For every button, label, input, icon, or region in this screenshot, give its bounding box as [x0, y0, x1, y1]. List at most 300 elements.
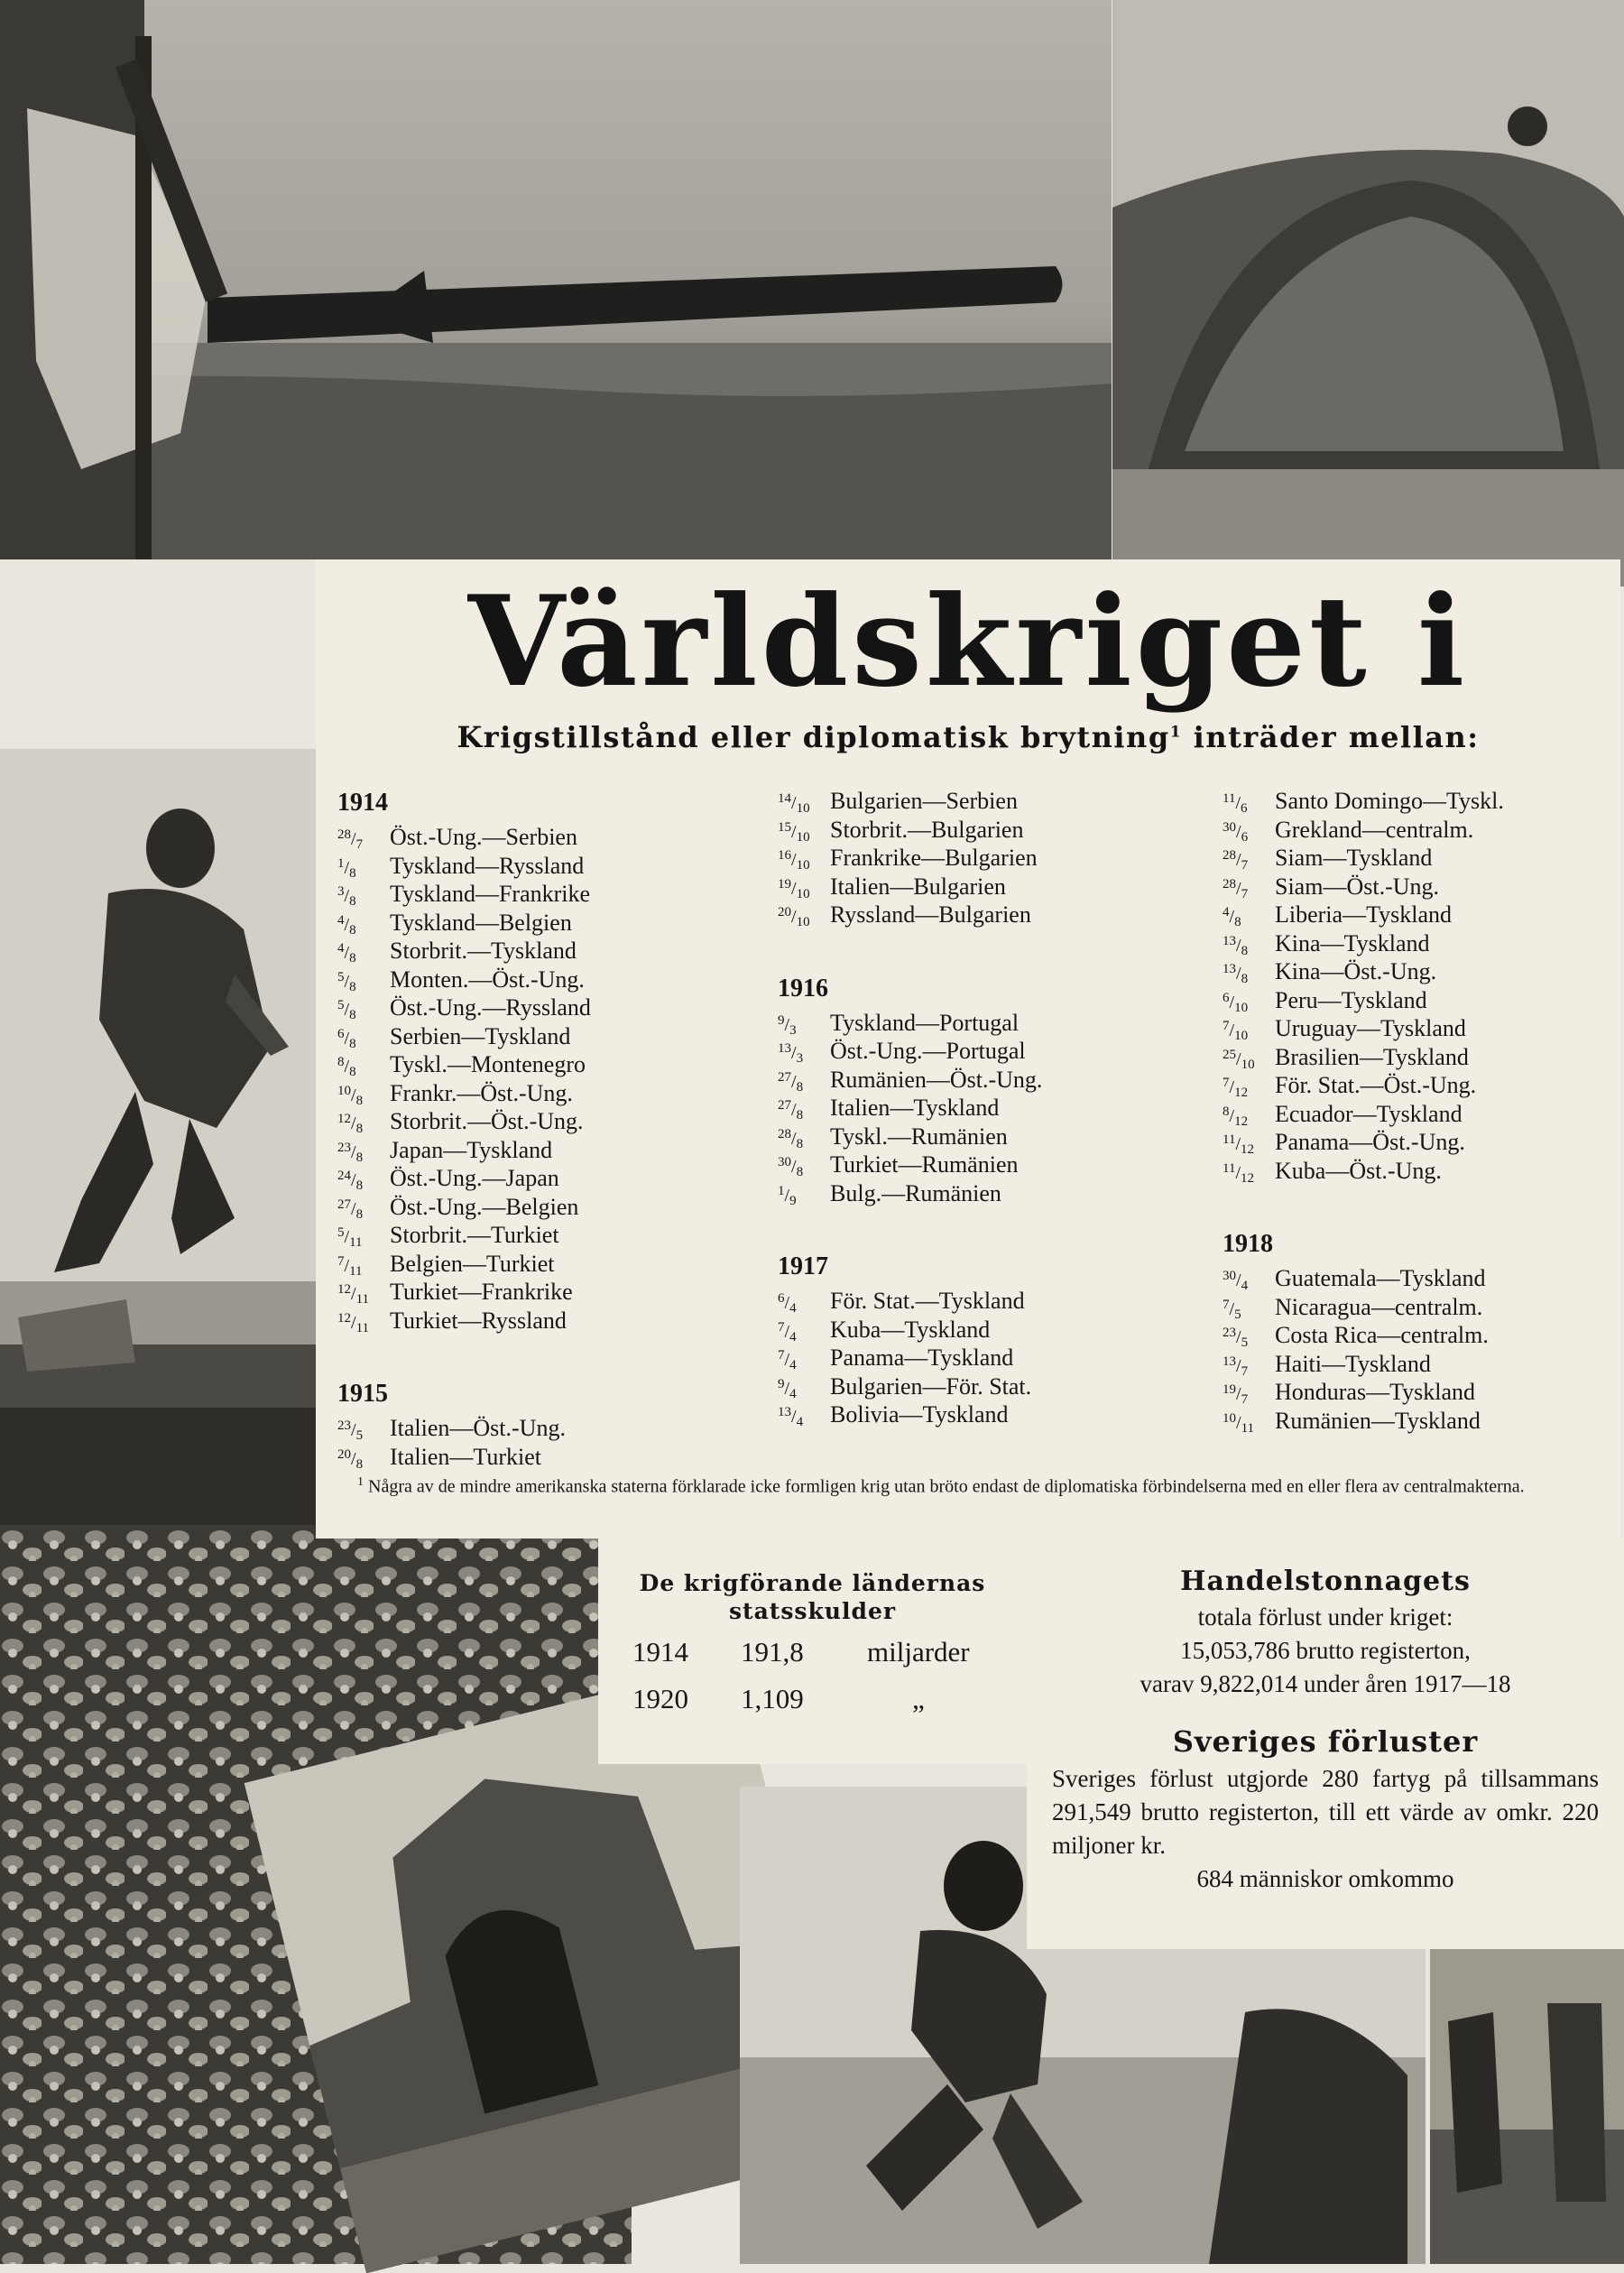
entry-date: $^4/_8$ [337, 912, 356, 938]
chronology-entry [1223, 1098, 1601, 1127]
date-month: 12 [1241, 1142, 1255, 1157]
chronology-entry [1223, 1262, 1601, 1291]
chronology-entry [778, 1371, 1075, 1400]
date-month: 6 [1241, 801, 1248, 816]
chronology-entry [778, 1399, 1075, 1428]
entry-parties: Panama—Öst.-Ung. [1275, 1129, 1465, 1155]
tonnage-line: 15,053,786 brutto registerton, [1180, 1637, 1471, 1664]
entry-parties: Grekland—centralm. [1275, 816, 1474, 843]
landscape-photo [0, 1281, 325, 1525]
date-month: 8 [796, 1165, 804, 1179]
footnote-text: Några av de mindre amerikanska staterna förklarade icke formligen krig utan bröto endast de diplomatiska förbindelserna med en eller flera av centralmakterna. [368, 1476, 1525, 1497]
tonnage-text [1027, 1597, 1624, 1701]
chronology-entry [337, 1049, 608, 1077]
entry-date: $^{13}/_8$ [1223, 933, 1249, 958]
date-month: 6 [1241, 829, 1249, 845]
entry-parties: Rumänien—Öst.-Ung. [830, 1066, 1043, 1093]
entry-date: $^8/_8$ [337, 1055, 356, 1079]
date-month: 8 [355, 1093, 364, 1108]
entry-date: $^7/_{12}$ [1223, 1076, 1249, 1100]
date-month: 11 [355, 1292, 370, 1307]
chronology-entry [337, 1134, 608, 1163]
date-month: 8 [355, 1150, 364, 1165]
chronology-entry [1223, 785, 1601, 814]
date-month: 4 [789, 1329, 797, 1344]
date-day: 15 [778, 819, 791, 835]
date-month: 7 [1241, 1392, 1249, 1407]
date-month: 8 [349, 894, 356, 909]
debts-amount: 191,8 [741, 1636, 804, 1668]
date-month: 3 [796, 1051, 804, 1066]
entry-date: $^{19}/_{10}$ [778, 876, 810, 901]
date-day: 6 [778, 1291, 785, 1306]
date-day: 4 [337, 912, 345, 928]
date-month: 5 [1234, 1307, 1241, 1322]
chronology-column-3 [1223, 785, 1601, 1436]
date-day: 28 [337, 827, 351, 842]
entry-date: $^{24}/_8$ [337, 1169, 364, 1193]
date-month: 12 [1234, 1086, 1249, 1100]
entry-parties: Tyskland—Frankrike [390, 881, 591, 907]
chronology-entry [778, 1149, 1075, 1178]
date-day: 7 [1223, 1019, 1230, 1033]
debts-row [632, 1676, 1027, 1723]
soldiers-digging-photo [1430, 1949, 1624, 2264]
entry-parties: Tyskland—Portugal [830, 1009, 1020, 1036]
entry-date: $^{27}/_8$ [778, 1098, 804, 1123]
date-day: 30 [1223, 1269, 1236, 1283]
entry-date: $^{27}/_8$ [778, 1069, 804, 1095]
date-month: 10 [796, 886, 810, 901]
entry-parties: Öst.-Ung.—Portugal [830, 1038, 1026, 1064]
date-day: 8 [1223, 1104, 1230, 1119]
entry-date: $^{13}/_3$ [778, 1041, 804, 1066]
entry-parties: Bulgarien—För. Stat. [830, 1372, 1032, 1400]
chronology-entry [1223, 1405, 1601, 1434]
entry-date: $^{11}/_{12}$ [1223, 1132, 1255, 1157]
leaping-soldier-photo [0, 749, 325, 1308]
entry-date: $^8/_{12}$ [1223, 1104, 1249, 1129]
losses-box [1027, 1538, 1624, 1949]
date-month: 8 [355, 1206, 364, 1222]
debts-title [598, 1538, 1027, 1625]
date-day: 12 [337, 1310, 351, 1326]
entry-date: $^{13}/_4$ [778, 1405, 804, 1429]
date-day: 20 [337, 1446, 351, 1462]
tonnage-title: Handelstonnagets [1180, 1566, 1471, 1597]
debts-title-line1: De krigförande ländernas [639, 1570, 986, 1596]
entry-date: $^{30}/_6$ [1223, 819, 1249, 845]
date-month: 7 [1241, 1363, 1249, 1379]
date-month: 8 [349, 1008, 356, 1022]
date-day: 14 [778, 791, 791, 806]
entry-date: $^{30}/_8$ [778, 1155, 804, 1179]
date-month: 8 [349, 979, 356, 994]
date-day: 30 [778, 1155, 791, 1169]
entry-parties: Ecuador—Tyskland [1275, 1100, 1463, 1127]
chronology-entry [337, 1219, 608, 1248]
date-day: 5 [337, 998, 345, 1012]
chronology-entry [1223, 928, 1601, 956]
chronology-entry [337, 1305, 608, 1334]
chronology-entry [337, 907, 608, 936]
date-day: 25 [1223, 1047, 1236, 1062]
entry-parties: Storbrit.—Tyskland [390, 938, 577, 964]
chronology-entry [778, 1007, 1075, 1036]
year-heading: 1914 [337, 789, 388, 817]
sweden-text: Sveriges förlust utgjorde 280 fartyg på tillsammans 291,549 brutto registerton, till ett värde av omkr. 220 miljoner kr. [1052, 1765, 1599, 1859]
date-day: 19 [778, 876, 791, 892]
date-day: 28 [778, 1126, 791, 1141]
chronology-entry [1223, 1126, 1601, 1155]
chronology-entry [1223, 1012, 1601, 1041]
date-day: 13 [778, 1405, 791, 1419]
date-day: 27 [778, 1098, 791, 1113]
date-day: 1 [337, 855, 345, 871]
entry-parties: Nicaragua—centralm. [1275, 1293, 1483, 1320]
year-heading: 1915 [337, 1380, 388, 1408]
date-day: 11 [1223, 1132, 1236, 1147]
chronology-entry [778, 1035, 1075, 1064]
date-day: 7 [1223, 1076, 1230, 1090]
entry-parties: Italien—Öst.-Ung. [390, 1415, 566, 1441]
entry-date: $^{14}/_{10}$ [778, 791, 810, 816]
subtitle [316, 720, 1620, 754]
date-day: 8 [337, 1055, 345, 1069]
entry-parties: Italien—Bulgarien [830, 873, 1006, 900]
chronology-entry [1223, 984, 1601, 1013]
date-month: 4 [796, 1415, 804, 1429]
date-day: 6 [337, 1026, 345, 1041]
entry-date: $^{10}/_{11}$ [1223, 1410, 1255, 1436]
chronology-entry [1223, 1348, 1601, 1377]
entry-date: $^{15}/_{10}$ [778, 819, 810, 845]
entry-parties: Bulg.—Rumänien [830, 1179, 1001, 1206]
entry-parties: Santo Domingo—Tyskl. [1275, 788, 1504, 814]
date-day: 5 [337, 969, 345, 984]
entry-date: $^{12}/_{11}$ [337, 1310, 370, 1335]
chronology-entry [778, 1314, 1075, 1343]
chronology-entry [778, 1285, 1075, 1314]
entry-parties: Tyskland—Belgien [390, 909, 572, 936]
date-day: 12 [337, 1112, 351, 1126]
chronology-entry [1223, 1069, 1601, 1098]
entry-date: $^7/_4$ [778, 1348, 797, 1372]
entry-parties: För. Stat.—Tyskland [830, 1288, 1025, 1314]
entry-date: $^{19}/_7$ [1223, 1382, 1249, 1407]
entry-parties: Bulgarien—Serbien [830, 788, 1018, 814]
debts-row [632, 1629, 1027, 1676]
date-day: 5 [337, 1225, 345, 1240]
date-month: 12 [1234, 1113, 1249, 1129]
date-month: 8 [796, 1136, 804, 1151]
date-day: 9 [778, 1012, 785, 1028]
date-month: 8 [796, 1108, 804, 1123]
entry-date: $^1/_8$ [337, 855, 356, 881]
date-day: 28 [1223, 876, 1236, 892]
chronology-entry [1223, 1376, 1601, 1405]
date-month: 4 [789, 1301, 797, 1316]
date-day: 4 [1223, 905, 1230, 919]
entry-parties: Kuba—Tyskland [830, 1316, 991, 1343]
entry-parties: Tyskland—Ryssland [390, 852, 585, 879]
entry-date: $^{30}/_4$ [1223, 1269, 1249, 1293]
entry-parties: Turkiet—Frankrike [390, 1279, 573, 1305]
chronology-entry [778, 871, 1075, 900]
entry-date: $^7/_{10}$ [1223, 1019, 1249, 1043]
entry-parties: Turkiet—Rumänien [830, 1151, 1019, 1178]
date-month: 8 [1234, 915, 1241, 929]
entry-date: $^{28}/_8$ [778, 1126, 804, 1151]
entry-parties: Storbrit.—Öst.-Ung. [390, 1108, 584, 1134]
entry-parties: Guatemala—Tyskland [1275, 1265, 1486, 1291]
chronology-section [337, 785, 608, 1333]
entry-parties: Monten.—Öst.-Ung. [390, 966, 585, 993]
chronology-entry [337, 992, 608, 1021]
chronology-entry [1223, 871, 1601, 900]
debts-unit: miljarder [867, 1636, 970, 1668]
date-month: 9 [789, 1193, 797, 1208]
entry-date: $^{16}/_{10}$ [778, 848, 810, 873]
chronology-section [337, 1333, 608, 1472]
entry-date: $^3/_8$ [337, 884, 356, 909]
chronology-entry [337, 1021, 608, 1049]
chronology-entry [337, 964, 608, 993]
debts-title-line2: statsskulder [728, 1598, 897, 1624]
date-month: 7 [355, 837, 364, 852]
date-month: 5 [355, 1428, 364, 1443]
date-month: 11 [349, 1235, 363, 1250]
date-day: 13 [1223, 933, 1236, 948]
chronology-entry [1223, 1319, 1601, 1348]
debts-table [598, 1625, 1027, 1723]
entry-parties: Öst.-Ung.—Ryssland [390, 994, 591, 1021]
entry-parties: Liberia—Tyskland [1275, 901, 1453, 928]
entry-date: $^{27}/_8$ [337, 1197, 364, 1222]
chronology-entry [337, 1105, 608, 1134]
entry-parties: Honduras—Tyskland [1275, 1379, 1476, 1405]
torpedo-launch-photo [0, 0, 1112, 559]
date-month: 4 [789, 1386, 797, 1401]
entry-parties: Öst.-Ung.—Belgien [390, 1193, 579, 1220]
date-month: 12 [1241, 1170, 1255, 1186]
chronology-section [778, 1206, 1075, 1428]
chronology-entry [1223, 1155, 1601, 1184]
date-day: 28 [1223, 848, 1236, 863]
entry-date: $^{20}/_{10}$ [778, 905, 810, 929]
entry-date: $^{13}/_7$ [1223, 1354, 1249, 1379]
chronology-section [1223, 1183, 1601, 1436]
chronology-entry [778, 1178, 1075, 1206]
chronology-section [778, 928, 1075, 1206]
entry-parties: Siam—Öst.-Ung. [1275, 873, 1439, 900]
date-day: 30 [1223, 819, 1236, 835]
entry-parties: Costa Rica—centralm. [1275, 1322, 1489, 1348]
date-day: 7 [778, 1348, 785, 1363]
entry-date: $^{10}/_8$ [337, 1083, 364, 1108]
entry-date: $^{23}/_5$ [1223, 1326, 1249, 1350]
date-day: 7 [337, 1253, 345, 1269]
entry-date: $^{11}/_{12}$ [1223, 1160, 1255, 1186]
chronology-entry [778, 1342, 1075, 1371]
date-day: 16 [778, 848, 791, 863]
date-month: 10 [796, 915, 810, 929]
entry-parties: Bolivia—Tyskland [830, 1401, 1009, 1428]
entry-parties: Uruguay—Tyskland [1275, 1015, 1466, 1041]
date-month: 8 [355, 1122, 364, 1136]
entry-date: $^1/_9$ [778, 1183, 797, 1208]
date-day: 13 [778, 1041, 791, 1056]
entry-parties: För. Stat.—Öst.-Ung. [1275, 1072, 1477, 1098]
entry-parties: Frankr.—Öst.-Ung. [390, 1079, 573, 1106]
sweden-title: Sveriges förluster [1172, 1724, 1479, 1759]
date-month: 4 [1241, 1279, 1249, 1293]
chronology-entry [337, 821, 608, 850]
date-month: 8 [349, 1036, 356, 1051]
date-month: 10 [796, 829, 810, 845]
entry-date: $^5/_{11}$ [337, 1225, 363, 1250]
date-month: 8 [349, 951, 356, 966]
date-month: 10 [796, 801, 810, 816]
sweden-last-line: 684 människor omkommo [1196, 1865, 1454, 1892]
entry-date: $^{12}/_{11}$ [337, 1282, 370, 1307]
entry-parties: Kina—Tyskland [1275, 929, 1430, 956]
debts-year: 1920 [632, 1683, 688, 1714]
entry-parties: Italien—Tyskland [830, 1095, 1000, 1121]
footnote [357, 1471, 1620, 1499]
date-month: 5 [1241, 1335, 1249, 1350]
chronology-entry [337, 935, 608, 964]
entry-parties: Tyskl.—Montenegro [390, 1051, 586, 1077]
entry-parties: Kina—Öst.-Ung. [1275, 958, 1437, 984]
entry-date: $^6/_8$ [337, 1026, 356, 1051]
entry-date: $^9/_4$ [778, 1376, 797, 1401]
entry-date: $^{28}/_7$ [1223, 876, 1249, 901]
chronology-entry [1223, 899, 1601, 928]
entry-date: $^4/_8$ [1223, 905, 1241, 929]
date-day: 20 [778, 905, 791, 919]
chronology-entry [337, 1441, 608, 1470]
footnote-mark: 1 [357, 1475, 364, 1489]
date-month: 8 [349, 1065, 356, 1079]
chronology-column-1 [337, 785, 608, 1472]
chronology-entry [1223, 1291, 1601, 1320]
date-day: 4 [337, 941, 345, 956]
year-heading: 1917 [778, 1252, 828, 1280]
chronology-entry [337, 1248, 608, 1277]
date-day: 23 [1223, 1326, 1236, 1340]
date-day: 23 [337, 1418, 351, 1433]
entry-date: $^{20}/_8$ [337, 1446, 364, 1472]
entry-parties: Panama—Tyskland [830, 1344, 1014, 1371]
entry-parties: Storbrit.—Bulgarien [830, 816, 1024, 843]
date-day: 6 [1223, 990, 1230, 1005]
entry-date: $^{23}/_5$ [337, 1418, 364, 1443]
entry-parties: Italien—Turkiet [390, 1443, 542, 1470]
chronology-entry [337, 1276, 608, 1305]
date-day: 27 [337, 1197, 351, 1212]
chronology-entry [778, 814, 1075, 843]
chronology-entry [337, 1412, 608, 1441]
date-month: 10 [1241, 1057, 1255, 1072]
date-day: 27 [778, 1069, 791, 1085]
date-month: 7 [1241, 858, 1249, 873]
entry-date: $^7/_5$ [1223, 1297, 1241, 1322]
entry-date: $^{23}/_8$ [337, 1140, 364, 1165]
chronology-entry [778, 899, 1075, 928]
debts-amount: 1,109 [741, 1683, 804, 1714]
subtitle-end: inträder mellan: [1193, 720, 1480, 754]
page-title: Världskriget i [467, 568, 1469, 715]
date-day: 12 [337, 1282, 351, 1297]
chronology-entry [778, 785, 1075, 814]
tonnage-line: totala förlust under kriget: [1197, 1603, 1453, 1631]
chronology-entry [778, 1092, 1075, 1121]
date-month: 8 [349, 865, 356, 881]
chronology-entry [337, 850, 608, 879]
date-day: 1 [778, 1183, 785, 1198]
main-panel [316, 559, 1620, 1538]
entry-parties: Brasilien—Tyskland [1275, 1043, 1469, 1070]
entry-parties: Turkiet—Ryssland [390, 1307, 567, 1334]
entry-date: $^{12}/_8$ [337, 1112, 364, 1136]
debts-unit: „ [912, 1683, 925, 1714]
entry-date: $^4/_8$ [337, 941, 356, 966]
date-day: 23 [337, 1140, 351, 1155]
date-month: 7 [1241, 886, 1249, 901]
section-gap [1223, 1183, 1601, 1226]
entry-parties: Tyskl.—Rumänien [830, 1123, 1008, 1150]
entry-date: $^5/_8$ [337, 998, 356, 1022]
date-month: 8 [1241, 972, 1249, 986]
entry-parties: Kuba—Öst.-Ung. [1275, 1157, 1442, 1184]
entry-parties: Serbien—Tyskland [390, 1022, 571, 1049]
date-month: 3 [789, 1022, 797, 1038]
entry-date: $^5/_8$ [337, 969, 356, 994]
entry-parties: Japan—Tyskland [390, 1136, 553, 1163]
chronology-entry [1223, 814, 1601, 843]
chronology-entry [337, 878, 608, 907]
subtitle-footnote-mark: 1 [1169, 723, 1183, 742]
chronology-entry [337, 1162, 608, 1191]
date-month: 8 [796, 1079, 804, 1095]
chronology-entry [1223, 956, 1601, 984]
entry-parties: Rumänien—Tyskland [1275, 1407, 1481, 1434]
date-day: 3 [337, 884, 345, 899]
entry-parties: Belgien—Turkiet [390, 1250, 555, 1277]
entry-parties: Peru—Tyskland [1275, 986, 1427, 1013]
entry-date: $^7/_4$ [778, 1319, 797, 1344]
entry-parties: Frankrike—Bulgarien [830, 845, 1038, 871]
chronology-entry [778, 1064, 1075, 1093]
entry-date: $^{11}/_6$ [1223, 791, 1248, 816]
date-month: 8 [349, 922, 356, 938]
entry-date: $^{28}/_7$ [337, 827, 364, 852]
chronology-entry [778, 842, 1075, 871]
date-day: 10 [1223, 1410, 1236, 1426]
chronology-entry [337, 1191, 608, 1220]
date-month: 10 [796, 858, 810, 873]
date-day: 7 [778, 1319, 785, 1335]
date-month: 11 [355, 1320, 370, 1335]
year-heading: 1916 [778, 974, 828, 1003]
chronology-section [1223, 785, 1601, 1186]
chronology-entry [778, 1121, 1075, 1150]
date-month: 11 [1241, 1420, 1255, 1436]
debts-year: 1914 [632, 1636, 688, 1668]
date-day: 9 [778, 1376, 785, 1391]
date-month: 8 [355, 1456, 364, 1472]
